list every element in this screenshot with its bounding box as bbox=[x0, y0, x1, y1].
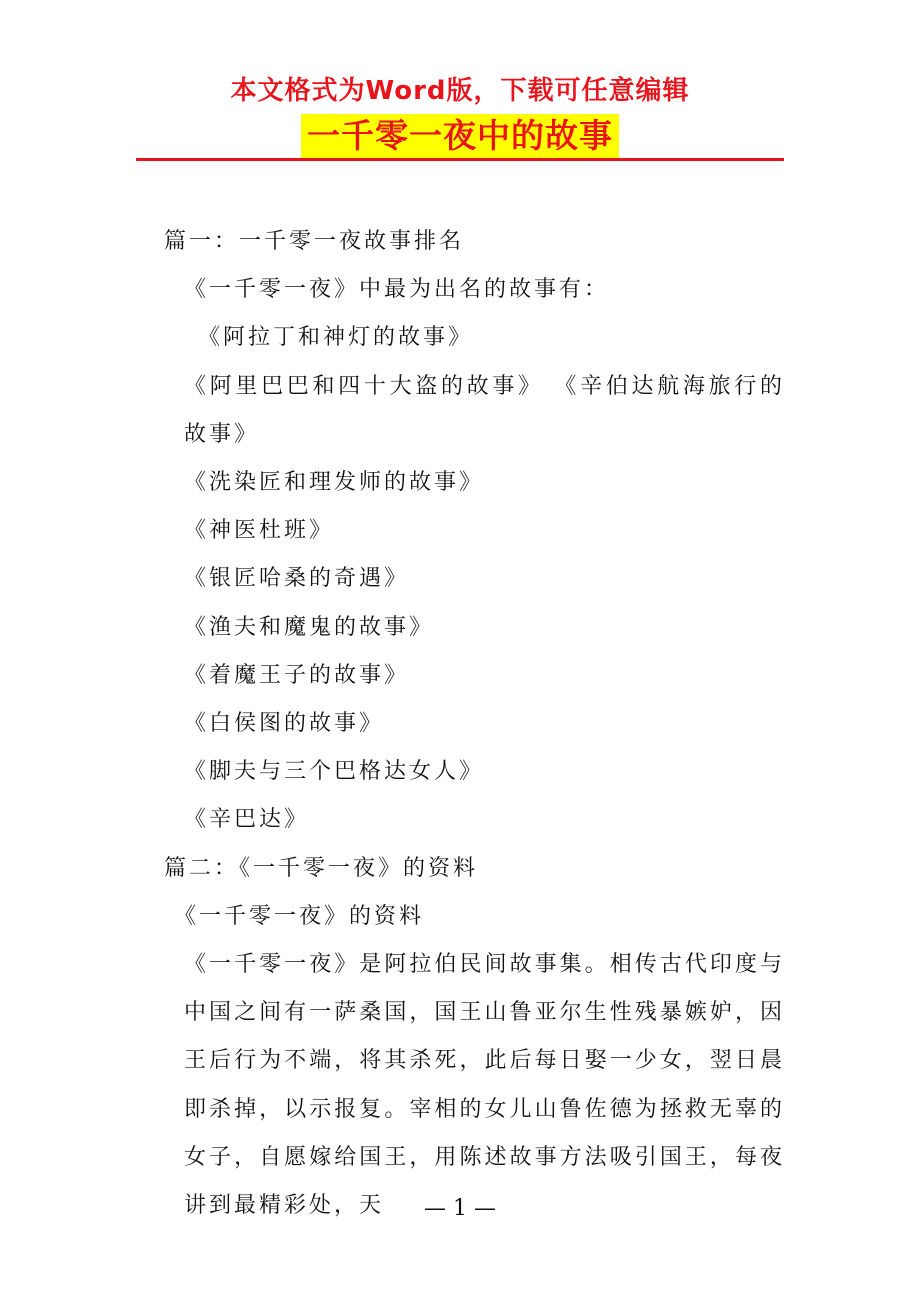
story-item: 《阿里巴巴和四十大盗的故事》 《辛伯达航海旅行的故事》 bbox=[184, 373, 785, 447]
format-banner: 本文格式为Word版，下载可任意编辑 bbox=[230, 76, 690, 106]
title-divider bbox=[136, 158, 784, 161]
section-heading-2: 篇二：《一千零一夜》的资料 bbox=[164, 855, 479, 881]
story-item: 《白侯图的故事》 bbox=[184, 711, 385, 737]
story-item: 《辛巴达》 bbox=[184, 807, 310, 833]
subheading: 《一千零一夜》的资料 bbox=[174, 903, 425, 929]
story-item: 《着魔王子的故事》 bbox=[184, 662, 410, 688]
story-item: 《洗染匠和理发师的故事》 bbox=[184, 470, 485, 496]
story-item: 《渔夫和魔鬼的故事》 bbox=[184, 614, 435, 640]
title-container bbox=[0, 114, 920, 158]
paragraph-description: 《一千零一夜》是阿拉伯民间故事集。相传古代印度与中国之间有一萨桑国，国王山鲁亚尔生性残暴嫉妒，因王后行为不端，将其杀死，此后每日娶一少女，翌日晨即杀掉，以示报复。宰相的女儿山鲁佐德为拯救无辜的女子，自愿嫁给国王，用陈述故事方法吸引国王，每夜讲到最精彩处，天 bbox=[184, 952, 785, 1219]
document-title: 一千零一夜中的故事 bbox=[301, 114, 619, 158]
story-item: 《神医杜班》 bbox=[184, 518, 335, 544]
story-item: 《银匠哈桑的奇遇》 bbox=[184, 566, 410, 592]
page-number: — 1 — bbox=[424, 1196, 496, 1221]
story-item: 《阿拉丁和神灯的故事》 bbox=[198, 325, 474, 351]
paragraph-intro: 《一千零一夜》中最为出名的故事有： bbox=[184, 277, 610, 303]
document-body bbox=[140, 218, 785, 1230]
section-heading-1: 篇一：一千零一夜故事排名 bbox=[164, 229, 465, 254]
story-item: 《脚夫与三个巴格达女人》 bbox=[184, 759, 485, 785]
